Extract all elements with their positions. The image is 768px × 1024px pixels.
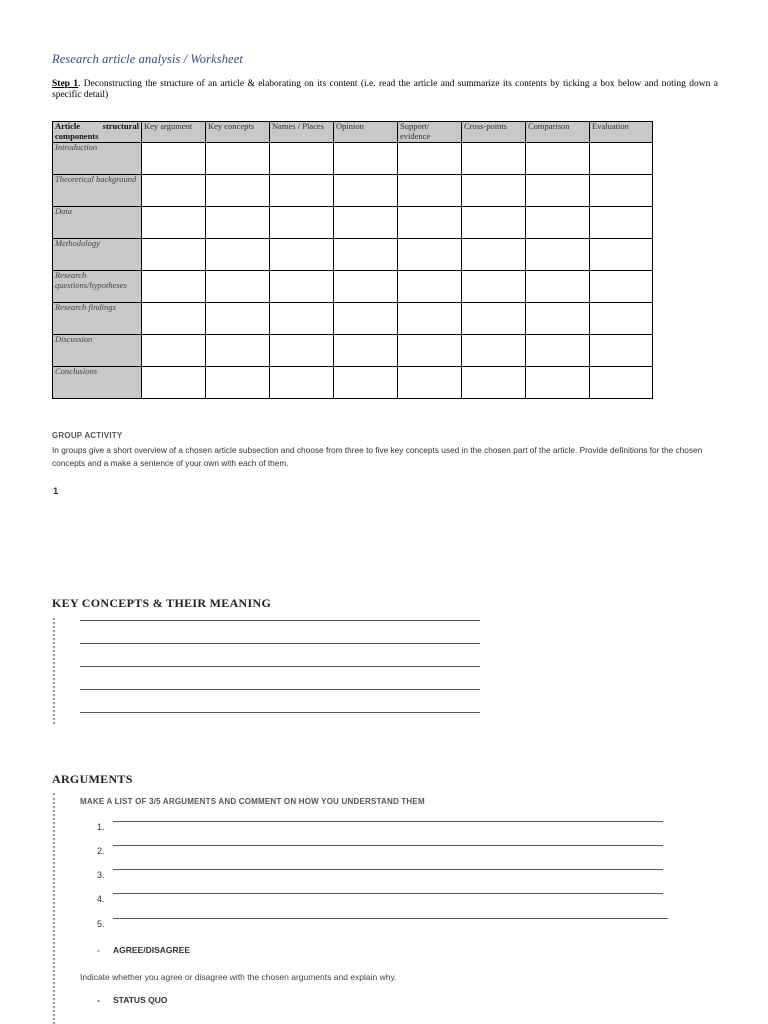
table-row bbox=[53, 143, 653, 175]
table-cell[interactable] bbox=[270, 367, 334, 399]
table-cell[interactable] bbox=[398, 143, 462, 175]
worksheet-title: Research article analysis / Worksheet bbox=[52, 52, 243, 66]
step-label: Step 1 bbox=[52, 79, 79, 89]
table-cell[interactable] bbox=[590, 367, 653, 399]
table-cell[interactable] bbox=[270, 175, 334, 207]
table-cell[interactable] bbox=[270, 207, 334, 239]
group-activity-heading: GROUP ACTIVITY bbox=[52, 431, 123, 440]
argument-number: 3. bbox=[97, 870, 105, 880]
table-cell[interactable] bbox=[270, 335, 334, 367]
agree-disagree-item bbox=[97, 945, 190, 955]
group-activity-text: In groups give a short overview of a chosen article subsection and choose from three to five key concepts used in the chosen part of the article. Provide definitions for the chosen concepts and a make a sentence of your own with each of them. bbox=[52, 445, 703, 468]
table-cell[interactable] bbox=[526, 207, 590, 239]
agree-instructions: Indicate whether you agree or disagree with the chosen arguments and explain why. bbox=[80, 972, 397, 982]
table-row bbox=[53, 335, 653, 367]
table-cell[interactable] bbox=[398, 175, 462, 207]
table-cell[interactable] bbox=[270, 143, 334, 175]
col-header-opinion: Opinion bbox=[334, 122, 398, 143]
row-label: Conclusions bbox=[53, 367, 142, 399]
table-cell[interactable] bbox=[206, 175, 270, 207]
table-row bbox=[53, 271, 653, 303]
table-cell[interactable] bbox=[398, 239, 462, 271]
table-row bbox=[53, 303, 653, 335]
table-cell[interactable] bbox=[142, 175, 206, 207]
argument-line[interactable] bbox=[113, 821, 663, 822]
table-cell[interactable] bbox=[398, 303, 462, 335]
table-cell[interactable] bbox=[142, 367, 206, 399]
table-header-row bbox=[53, 122, 653, 143]
table-cell[interactable] bbox=[398, 271, 462, 303]
argument-number: 1. bbox=[97, 822, 105, 832]
col-header-cross-points: Cross-points bbox=[462, 122, 526, 143]
bullet-dash: - bbox=[97, 995, 100, 1005]
row-label: Data bbox=[53, 207, 142, 239]
key-concepts-heading: KEY CONCEPTS & THEIR MEANING bbox=[52, 596, 272, 610]
table-cell[interactable] bbox=[526, 271, 590, 303]
argument-number: 5. bbox=[97, 919, 105, 929]
argument-number: 2. bbox=[97, 846, 105, 856]
table-cell[interactable] bbox=[462, 303, 526, 335]
table-cell[interactable] bbox=[334, 175, 398, 207]
table-cell[interactable] bbox=[590, 143, 653, 175]
key-concept-line[interactable] bbox=[80, 643, 480, 644]
row-label: Introduction bbox=[53, 143, 142, 175]
table-cell[interactable] bbox=[590, 239, 653, 271]
table-cell[interactable] bbox=[462, 207, 526, 239]
red-bullet-dash: - bbox=[97, 945, 100, 955]
row-label: Theoretical background bbox=[53, 175, 142, 207]
table-cell[interactable] bbox=[206, 143, 270, 175]
table-cell[interactable] bbox=[270, 239, 334, 271]
table-row bbox=[53, 239, 653, 271]
table-row bbox=[53, 207, 653, 239]
table-cell[interactable] bbox=[334, 303, 398, 335]
row-label: Discussion bbox=[53, 335, 142, 367]
key-concept-line[interactable] bbox=[80, 666, 480, 667]
table-cell[interactable] bbox=[142, 239, 206, 271]
table-cell[interactable] bbox=[206, 239, 270, 271]
table-cell[interactable] bbox=[270, 271, 334, 303]
table-cell[interactable] bbox=[142, 271, 206, 303]
table-cell[interactable] bbox=[270, 303, 334, 335]
table-cell[interactable] bbox=[590, 303, 653, 335]
col-header-comparison: Comparison bbox=[526, 122, 590, 143]
table-cell[interactable] bbox=[590, 175, 653, 207]
table-cell[interactable] bbox=[590, 207, 653, 239]
row-label: Methodology bbox=[53, 239, 142, 271]
table-cell[interactable] bbox=[206, 271, 270, 303]
table-cell[interactable] bbox=[142, 143, 206, 175]
table-cell[interactable] bbox=[462, 335, 526, 367]
table-cell[interactable] bbox=[206, 367, 270, 399]
table-cell[interactable] bbox=[334, 207, 398, 239]
key-concept-line[interactable] bbox=[80, 689, 480, 690]
step-1-instructions bbox=[52, 79, 718, 101]
argument-line[interactable] bbox=[113, 869, 663, 870]
arguments-heading: ARGUMENTS bbox=[52, 772, 133, 786]
table-cell[interactable] bbox=[462, 143, 526, 175]
row-label: Research questions/hypotheses bbox=[53, 271, 142, 303]
table-cell[interactable] bbox=[462, 175, 526, 207]
table-cell[interactable] bbox=[142, 335, 206, 367]
table-cell[interactable] bbox=[526, 175, 590, 207]
table-cell[interactable] bbox=[142, 303, 206, 335]
table-cell[interactable] bbox=[526, 367, 590, 399]
argument-line[interactable] bbox=[113, 845, 663, 846]
table-cell[interactable] bbox=[398, 335, 462, 367]
arguments-instruction: MAKE A LIST OF 3/5 ARGUMENTS AND COMMENT ON HOW YOU UNDERSTAND THEM bbox=[80, 797, 425, 806]
table-row bbox=[53, 367, 653, 399]
step-text: . Deconstructing the structure of an article & elaborating on its content (i.e. read the article and summarize its contents by ticking a box below and noting down a specific detail) bbox=[52, 79, 718, 100]
agree-disagree-label: AGREE/DISAGREE bbox=[113, 945, 190, 955]
table-cell[interactable] bbox=[398, 207, 462, 239]
table-cell[interactable] bbox=[334, 143, 398, 175]
table-cell[interactable] bbox=[590, 271, 653, 303]
table-cell[interactable] bbox=[526, 335, 590, 367]
col-header-components: Article structural components bbox=[53, 122, 142, 143]
table-cell[interactable] bbox=[206, 207, 270, 239]
table-cell[interactable] bbox=[334, 239, 398, 271]
arguments-margin-rule bbox=[53, 793, 55, 1024]
argument-number: 4. bbox=[97, 894, 105, 904]
status-quo-label: STATUS QUO bbox=[113, 995, 168, 1005]
table-cell[interactable] bbox=[206, 303, 270, 335]
status-quo-item bbox=[97, 995, 167, 1005]
table-cell[interactable] bbox=[398, 367, 462, 399]
table-cell[interactable] bbox=[206, 335, 270, 367]
table-cell[interactable] bbox=[334, 271, 398, 303]
table-cell[interactable] bbox=[526, 239, 590, 271]
group-activity-number: 1 bbox=[53, 486, 59, 497]
argument-line[interactable] bbox=[113, 893, 663, 894]
key-concept-line[interactable] bbox=[80, 620, 480, 621]
table-cell[interactable] bbox=[526, 303, 590, 335]
table-cell[interactable] bbox=[526, 143, 590, 175]
row-label: Research findings bbox=[53, 303, 142, 335]
col-header-evaluation: Evaluation bbox=[590, 122, 653, 143]
table-cell[interactable] bbox=[334, 335, 398, 367]
col-header-key-concepts: Key concepts bbox=[206, 122, 270, 143]
analysis-table bbox=[52, 121, 653, 399]
argument-line[interactable] bbox=[113, 918, 668, 919]
key-concept-line[interactable] bbox=[80, 712, 480, 713]
table-cell[interactable] bbox=[142, 207, 206, 239]
table-cell[interactable] bbox=[334, 367, 398, 399]
col-header-support-evidence: Support/ evidence bbox=[398, 122, 462, 143]
key-concepts-margin-rule bbox=[53, 618, 55, 724]
table-cell[interactable] bbox=[590, 335, 653, 367]
table-row bbox=[53, 175, 653, 207]
table-cell[interactable] bbox=[462, 239, 526, 271]
table-cell[interactable] bbox=[462, 367, 526, 399]
col-header-key-argument: Key argument bbox=[142, 122, 206, 143]
col-header-names-places: Names / Places bbox=[270, 122, 334, 143]
table-cell[interactable] bbox=[462, 271, 526, 303]
